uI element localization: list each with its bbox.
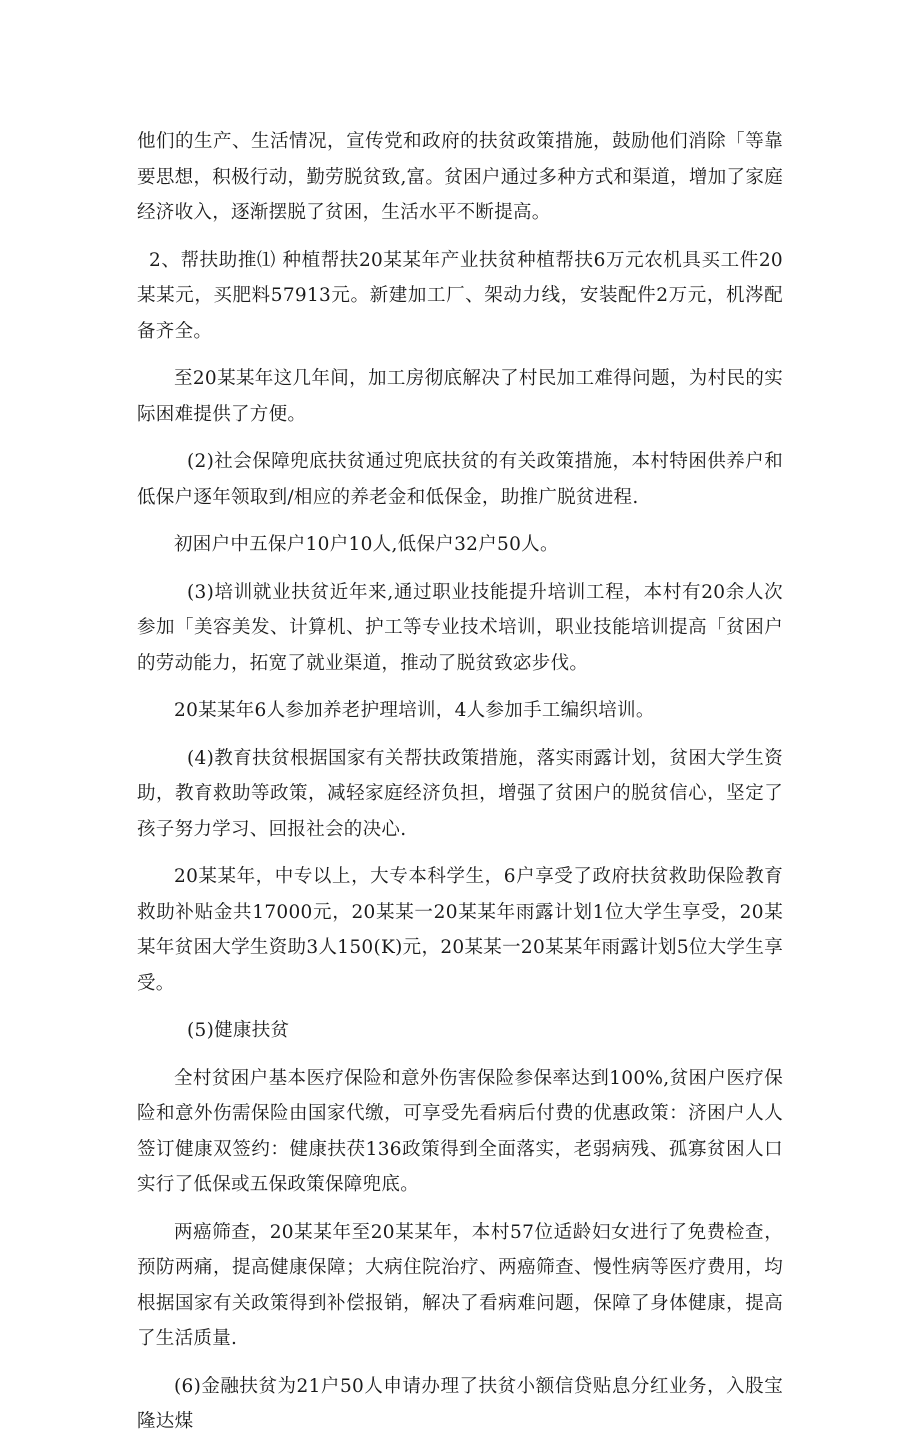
paragraph-education-subsidy: 20某某年，中专以上，大专本科学生，6户享受了政府扶贫救助保险教育救助补贴金共17000元，20某某一20某某年雨露计划1位大学生享受，20某某年贫困大学生资助3人150(K)元，20某某一20某某年雨露计划5位大学生享受。 bbox=[137, 866, 783, 994]
paragraph-cancer-screening: 两癌筛查，20某某年至20某某年，本村57位适龄妇女进行了免费检查，预防两痛，提高健康保障；大病住院治疗、两癌筛查、慢性病等医疗费用，均根据国家有关政策得到补偿报销，解决了看病难问题，保障了身体健康，提高了生活质量. bbox=[137, 1221, 783, 1349]
paragraph-social-security: (2)社会保障兜底扶贫通过兜底扶贫的有关政策措施，本村特困供养户和低保户逐年领取到/相应的养老金和低保金，助推广脱贫进程. bbox=[137, 451, 783, 508]
paragraph-education: (4)教育扶贫根据国家有关帮扶政策措施，落实雨露计划，贫困大学生资助，教育救助等政策，减轻家庭经济负担，增强了贫困户的脱贫信心，坚定了孩子努力学习、回报社会的决心. bbox=[137, 747, 783, 840]
paragraph-assistance-planting: 2、帮扶助推⑴ 种植帮扶20某某年产业扶贫种植帮扶6万元农机具买工件20某某元，买肥料57913元。新建加工厂、架动力线，安装配件2万元，机涔配备齐全。 bbox=[137, 249, 783, 342]
document-page bbox=[137, 124, 783, 1440]
paragraph-finance: (6)金融扶贫为21户50人申请办理了扶贫小额信贷贴息分红业务，入股宝隆达煤 bbox=[137, 1375, 783, 1432]
paragraph-health-heading: (5)健康扶贫 bbox=[187, 1020, 290, 1041]
paragraph-health-insurance: 全村贫困户基本医疗保险和意外伤害保险参保率达到100%,贫困户医疗保险和意外伤需保险由国家代缴，可享受先看病后付费的优惠政策：济困户人人签订健康双签约：健康扶茯136政策得到全面落实，老弱病残、孤寡贫困人口实行了低保或五保政策保障兜底。 bbox=[137, 1067, 783, 1195]
paragraph-training-employment: (3)培训就业扶贫近年来,通过职业技能提升培训工程，本村有20余人次参加「美容美发、计算机、护工等专业技术培训，职业技能培训提高「贫困户的劳动能力，拓宽了就业渠道，推动了脱贫致宓步伐。 bbox=[137, 581, 783, 674]
paragraph-intro-continuation: 他们的生产、生活情况，宣传党和政府的扶贫政策措施，鼓励他们消除「等靠要思想，积极行动，勤劳脱贫致,富。贫困户通过多种方式和渠道，增加了家庭经济收入，逐渐摆脱了贫困，生活水平不断提高。 bbox=[137, 131, 783, 223]
paragraph-processing-house: 至20某某年这几年间，加工房彻底解决了村民加工难得问题，为村民的实际困难提供了方便。 bbox=[137, 368, 783, 425]
paragraph-five-guarantee-counts: 初困户中五保户10户10人,低保户32户50人。 bbox=[174, 534, 559, 555]
paragraph-training-counts: 20某某年6人参加养老护理培训，4人参加手工编织培训。 bbox=[174, 700, 655, 721]
